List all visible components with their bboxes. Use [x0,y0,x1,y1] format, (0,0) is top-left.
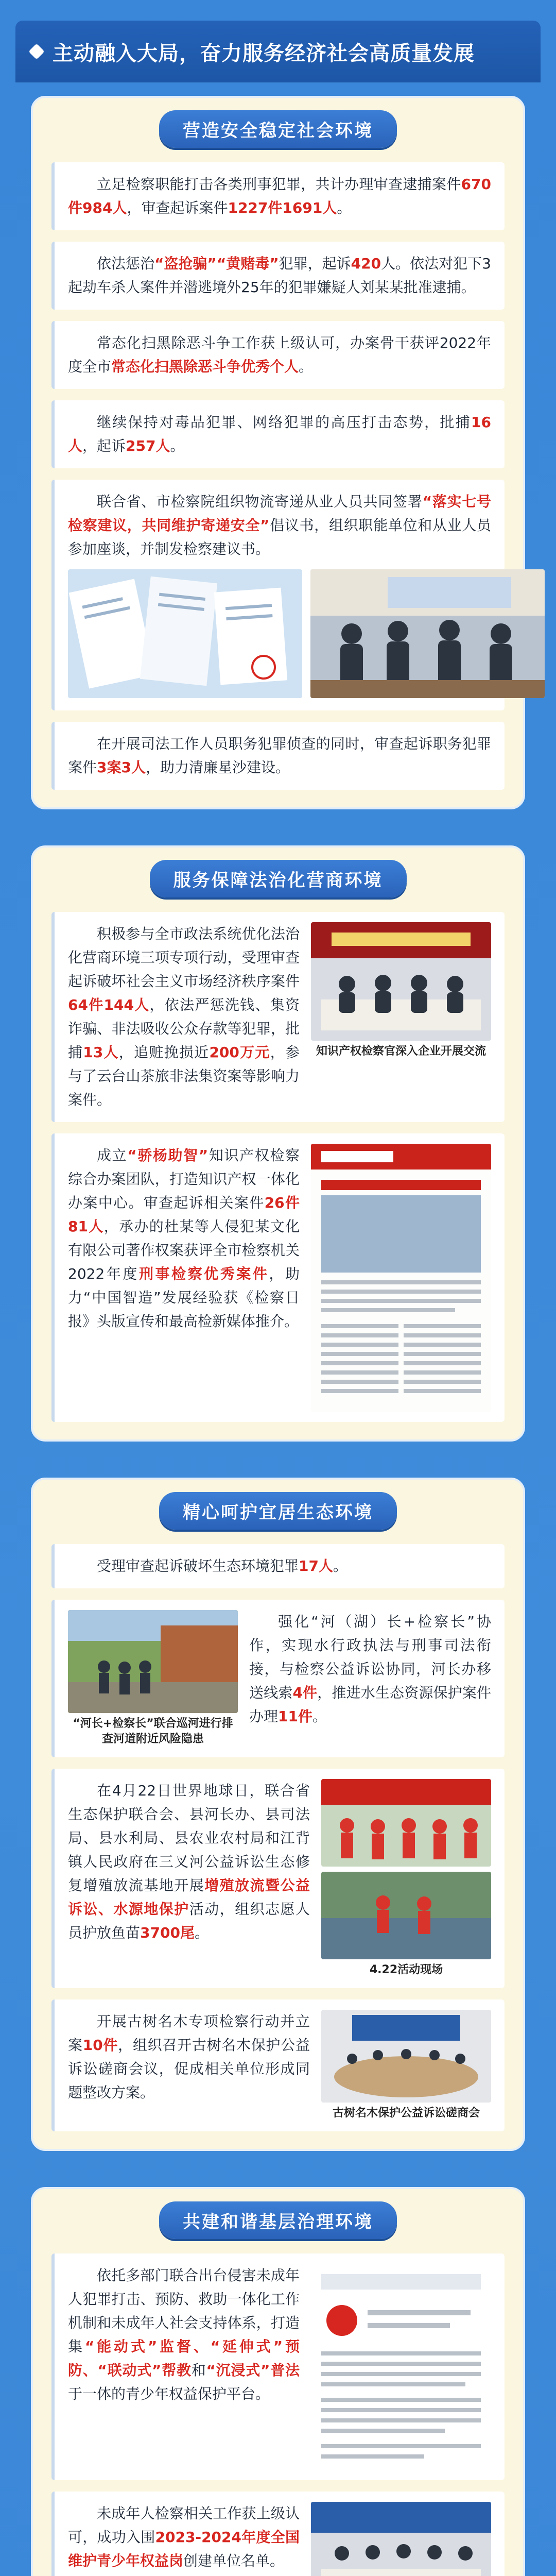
newspaper-clipping-image [311,1144,491,1412]
photo-caption: “河长+检察长”联合巡河进行排查河道附近风险隐患 [73,1717,233,1745]
photo-caption: 知识产权检察官深入企业开展交流 [316,1045,486,1058]
paragraph-official-crime: 在开展司法工作人员职务犯罪侦查的同时，审查起诉职务犯罪案件3案3人，助力清廉星沙建设。 [51,722,505,790]
paragraph-river-chief: “河长+检察长”联合巡河进行排查河道附近风险隐患 强化“河（湖）长+检察长”协作，实现水行政执法与刑事司法衔接，与检察公益诉讼协同，河长办移送线索4件，推进水生态资源保护案件办理11件。 [51,1600,505,1757]
section-title: 营造安全稳定社会环境 [159,110,397,148]
fish-release-photo-1 [321,1779,491,1867]
paragraph-ancient-trees: 开展古树名木专项检察行动并立案10件，组织召开古树名木保护公益诉讼磋商会议，促成相关单位形成同题整改方案。 古树名木保护公益诉讼磋商会 [51,1999,505,2131]
section-ecological-environment [31,1478,525,2151]
fish-release-photo-2 [321,1872,491,1959]
page-title: 主动融入大局，奋力服务经济社会高质量发展 [53,41,475,65]
paragraph-theft-fraud-drugs: 依法惩治“盗抢骗”“黄赌毒”犯罪，起诉420人。依法对犯下3起劫车杀人案件并潜逃境外25年的犯罪嫌疑人刘某某批准逮捕。 [51,242,505,310]
section-title: 共建和谐基层治理环境 [159,2201,397,2239]
paragraph-prosecution-stats: 立足检察职能打击各类刑事犯罪，共计办理审查逮捕案件670件984人，审查起诉案件1227件1691人。 [51,162,505,230]
paragraph-minors-protection: 依托多部门联合出台侵害未成年人犯罪打击、预防、救助一体化工作机制和未成年人社会支持体系，打造集“能动式”监督、“延伸式”预防、“联动式”帮教和“沉浸式”普法于一体的青少年权益保护平台。 [51,2253,505,2480]
paragraph-earth-day: 在4月22日世界地球日，联合省生态保护联合会、县河长办、县司法局、县水利局、县农业农村局和江背镇人民政府在三叉河公益诉讼生态修复增殖放流基地开展增殖放流暨公益诉讼、水源地保护活动，组织志愿人员护放鱼苗3700尾。 4.22活动现场 [51,1769,505,1988]
family-education-photo [311,2502,491,2576]
paragraph-drug-network-crime: 继续保持对毒品犯罪、网络犯罪的高压打击态势，批捕16人，起诉257人。 [51,400,505,468]
paragraph-eco-crime: 受理审查起诉破坏生态环境犯罪17人。 [51,1544,505,1588]
section-business-environment [31,845,525,1442]
enterprise-visit-photo [311,922,491,1041]
paragraph-intellectual-property: 成立“骄杨助智”知识产权检察综合办案团队，打造知识产权一体化办案中心。审查起诉相关案件26件81人，承办的杜某等人侵犯某文化有限公司著作权案获评全市检察机关2022年度刑事检察优秀案件，助力“中国智造”发展经验获《检察日报》头版宣传和最高检新媒体推介。 [51,1133,505,1422]
page-title-bar [15,21,541,82]
policy-document-image [311,2264,491,2470]
section-grassroots-governance [31,2187,525,2576]
section-title: 精心呵护宜居生态环境 [159,1492,397,1530]
diamond-bullet-icon [28,43,44,59]
photo-caption: 古树名木保护公益诉讼磋商会 [332,2107,480,2120]
photo-caption: 4.22活动现场 [369,1963,443,1976]
initiative-document-photo [68,569,302,698]
tree-conference-photo [321,2010,491,2103]
paragraph-economic-crime: 积极参与全市政法系统优化法治化营商环境三项专项行动，受理审查起诉破坏社会主义市场经济秩序案件64件144人，依法严惩洗钱、集资诈骗、非法吸收公众存款等犯罪，批捕13人，追赃挽损近200万元，参与了云台山茶旅非法集资案等影响力案件。 知识产权检察官深入企业开展交流 [51,912,505,1122]
river-inspection-photo [68,1610,238,1713]
meeting-photo [310,569,545,698]
paragraph-youth-rights-post: 未成年人检察相关工作获上级认可，成功入围2023-2024年度全国维护青少年权益岗创建单位名单。 [51,2492,505,2576]
section-title: 服务保障法治化营商环境 [150,860,407,897]
paragraph-gang-crime: 常态化扫黑除恶斗争工作获上级认可，办案骨干获评2022年度全市常态化扫黑除恶斗争优秀个人。 [51,321,505,389]
section-social-security [31,96,525,809]
paragraph-logistics-initiative: 联合省、市检察院组织物流寄递从业人员共同签署“落实七号检察建议，共同维护寄递安全”倡议书，组织职能单位和从业人员参加座谈，并制发检察建议书。 [51,480,505,710]
